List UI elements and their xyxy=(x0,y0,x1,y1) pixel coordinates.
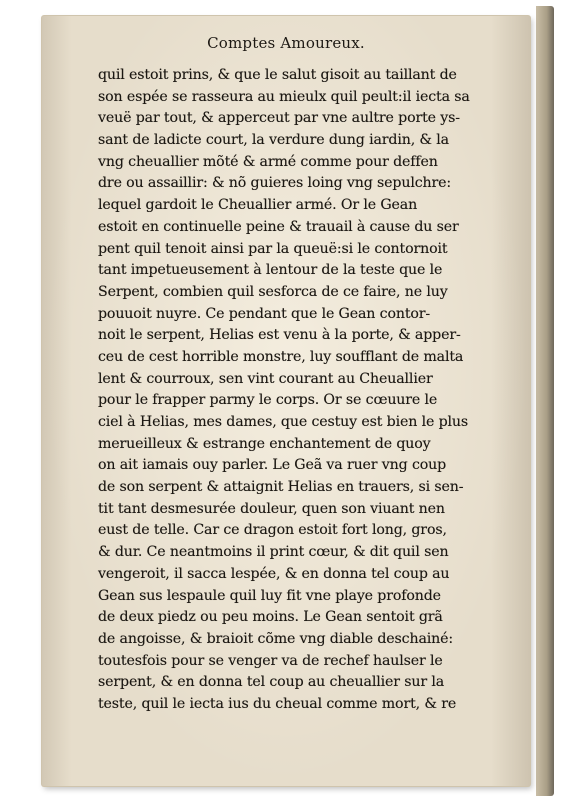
text-line: pour le frapper parmy le corps. Or se cœuure le xyxy=(98,392,438,409)
book-edge xyxy=(536,6,554,796)
text-line: ciel à Helias, mes dames, que cestuy est bien le plus xyxy=(98,414,469,430)
book-page xyxy=(42,16,530,786)
text-line: toutesfois pour se venger va de rechef haulser le xyxy=(98,652,443,669)
text-line: de son serpent & attaignit Helias en trauers, si sen- xyxy=(98,479,464,496)
text-line: pouuoit nuyre. Ce pendant que le Gean contor- xyxy=(98,305,431,322)
text-line: pent quil tenoit ainsi par la queuë:si le contornoit xyxy=(98,240,448,257)
text-line: de angoisse, & braioit cõme vng diable deschainé: xyxy=(98,630,454,647)
text-line: lent & courroux, sen vint courant au Cheuallier xyxy=(98,370,433,387)
text-line: lequel gardoit le Cheuallier armé. Or le Gean xyxy=(98,197,418,214)
text-block xyxy=(98,65,518,716)
text-line: eust de telle. Car ce dragon estoit fort long, gros, xyxy=(98,522,447,539)
text-line: vengeroit, il sacca lespée, & en donna tel coup au xyxy=(98,565,450,582)
text-line: son espée se rasseura au mieulx quil peult:il iecta sa xyxy=(98,88,470,105)
text-line: & dur. Ce neantmoins il print cœur, & dit quil sen xyxy=(98,544,449,561)
text-line: veuë par tout, & apperceut par vne aultre porte ys- xyxy=(98,110,460,127)
text-line: Serpent, combien quil sesforca de ce faire, ne luy xyxy=(98,283,448,300)
text-line: de deux piedz ou peu moins. Le Gean sentoit grã xyxy=(98,609,443,626)
text-line: dre ou assaillir: & nõ guieres loing vng sepulchre: xyxy=(98,175,452,192)
running-head: Comptes Amoureux. xyxy=(207,34,365,52)
text-line: vng cheuallier mõté & armé comme pour deffen xyxy=(98,153,438,170)
text-line: ceu de cest horrible monstre, luy soufflant de malta xyxy=(98,348,464,365)
text-line: quil estoit prins, & que le salut gisoit au taillant de xyxy=(98,67,457,83)
text-line: merueilleux & estrange enchantement de quoy xyxy=(98,435,431,452)
text-line: estoit en continuelle peine & trauail à cause du ser xyxy=(98,218,459,235)
text-line: on ait iamais ouy parler. Le Geã va ruer vng coup xyxy=(98,457,447,474)
text-line: Gean sus lespaule quil luy fit vne playe profonde xyxy=(98,587,441,604)
text-line: teste, quil le iecta ius du cheual comme mort, & re xyxy=(98,695,457,712)
text-line: noit le serpent, Helias est venu à la porte, & apper- xyxy=(98,327,461,344)
text-line: sant de ladicte court, la verdure dung iardin, & la xyxy=(98,132,449,149)
text-line: tant impetueusement à lentour de la teste que le xyxy=(98,262,443,279)
text-line: serpent, & en donna tel coup au cheuallier sur la xyxy=(98,674,445,691)
text-line: tit tant desmesurée douleur, quen son viuant nen xyxy=(98,500,445,517)
